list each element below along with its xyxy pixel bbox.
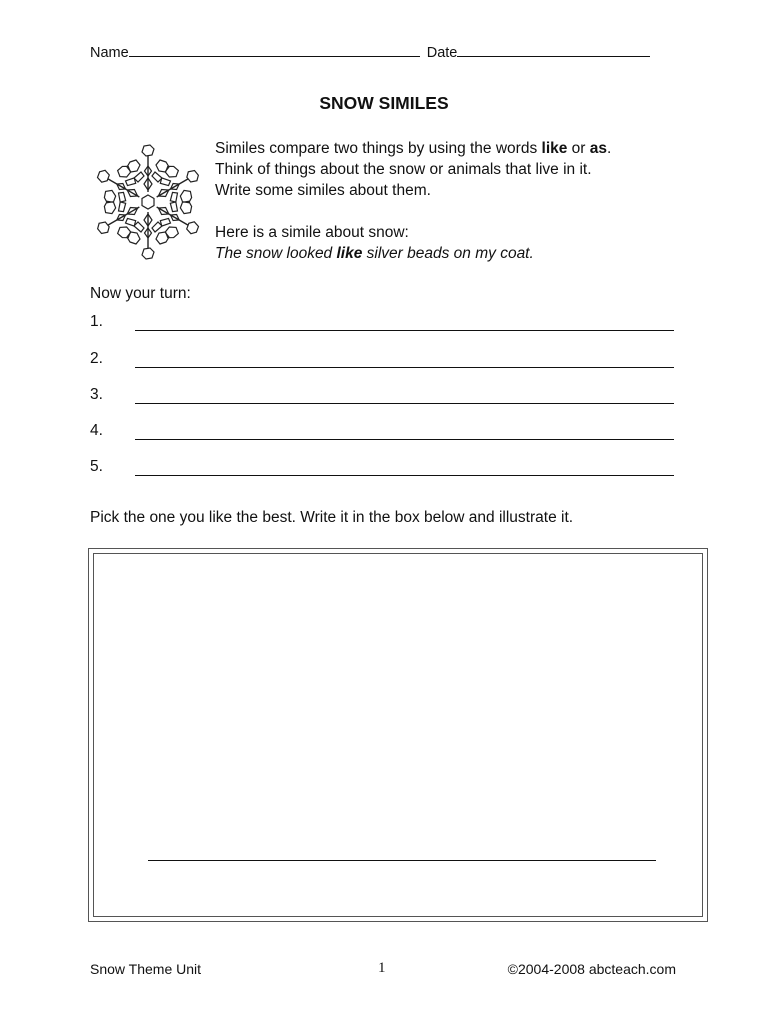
keyword-as: as bbox=[589, 140, 608, 157]
intro-line-3: Write some similes about them. bbox=[215, 182, 431, 199]
footer-copyright: ©2004-2008 abcteach.com bbox=[507, 961, 676, 977]
page-number: 1 bbox=[378, 960, 386, 976]
box-writing-line[interactable] bbox=[148, 860, 656, 861]
snowflake-icon bbox=[90, 138, 206, 266]
name-date-row bbox=[90, 44, 650, 61]
date-field[interactable] bbox=[457, 44, 650, 57]
answer-line-5[interactable] bbox=[90, 458, 674, 482]
date-label: Date bbox=[426, 45, 458, 61]
name-field[interactable] bbox=[129, 44, 420, 57]
intro-line-2: Think of things about the snow or animals that live in it. bbox=[215, 161, 592, 178]
illustration-box-inner bbox=[93, 553, 703, 917]
name-label: Name bbox=[90, 45, 129, 61]
pick-instruction: Pick the one you like the best. Write it in the box below and illustrate it. bbox=[90, 509, 574, 526]
answer-line-3[interactable] bbox=[90, 386, 674, 410]
illustration-box[interactable] bbox=[88, 548, 708, 922]
answer-number: 1. bbox=[90, 313, 103, 330]
answer-line-1[interactable] bbox=[90, 313, 674, 337]
example-intro: Here is a simile about snow: bbox=[215, 224, 409, 241]
answer-number: 2. bbox=[90, 350, 103, 367]
answer-line-4[interactable] bbox=[90, 422, 674, 446]
example-keyword-like: like bbox=[336, 245, 363, 262]
answer-number: 4. bbox=[90, 422, 103, 439]
answer-number: 5. bbox=[90, 458, 103, 475]
intro-text bbox=[215, 138, 678, 264]
keyword-like: like bbox=[541, 140, 568, 157]
page-title: SNOW SIMILES bbox=[319, 93, 449, 113]
intro-line-1: Similes compare two things by using the words like or as. bbox=[215, 140, 612, 157]
example-simile: The snow looked like silver beads on my coat. bbox=[215, 245, 534, 262]
now-your-turn: Now your turn: bbox=[90, 285, 191, 302]
answer-number: 3. bbox=[90, 386, 103, 403]
answer-line-2[interactable] bbox=[90, 350, 674, 374]
footer-unit: Snow Theme Unit bbox=[90, 961, 202, 977]
